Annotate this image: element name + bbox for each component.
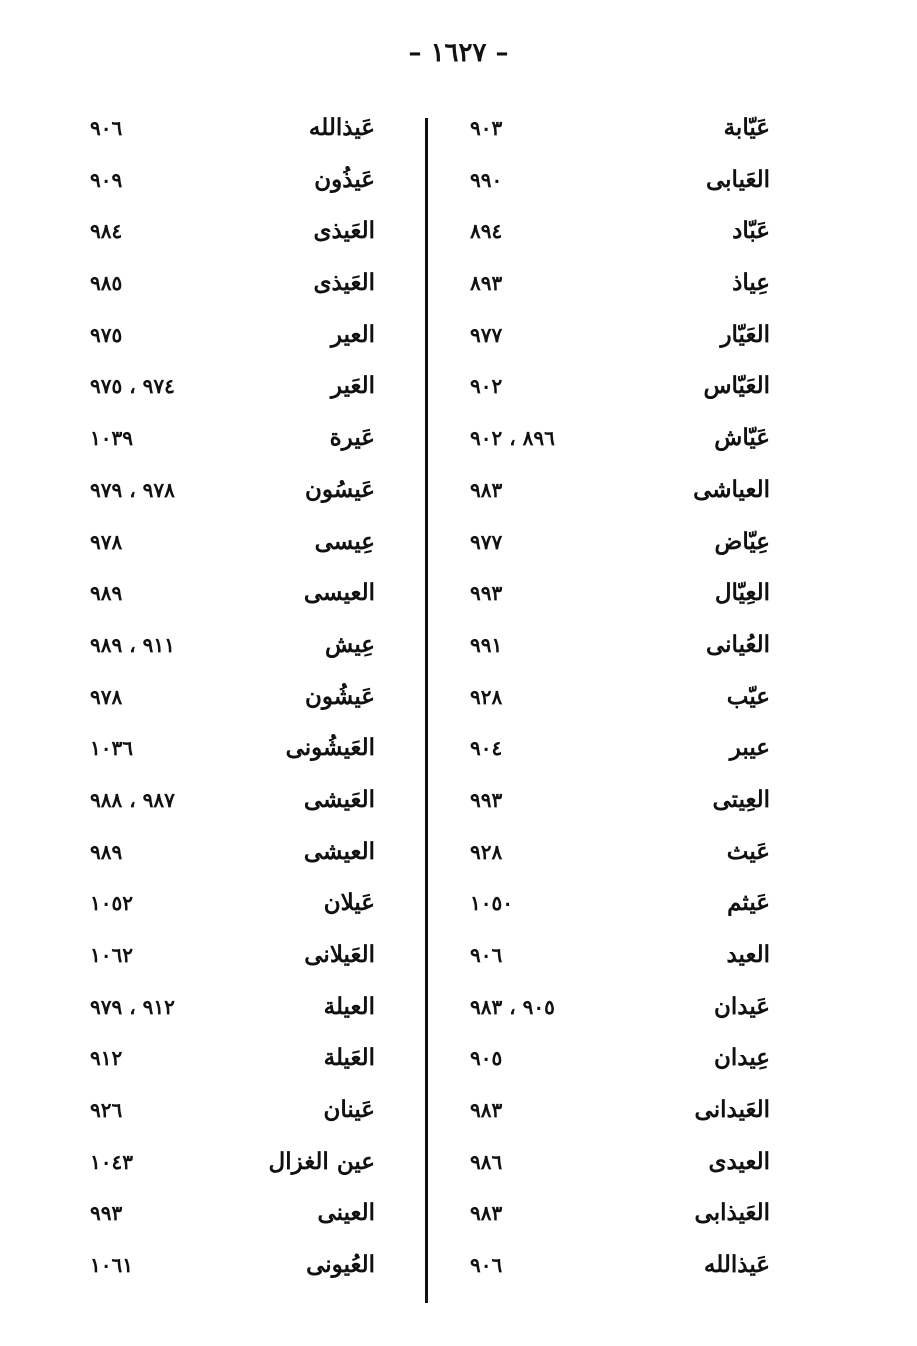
entry-pages: ٨٩٦ ، ٩٠٢ [470,426,555,451]
entry-pages: ١٠٣٩ [90,426,133,451]
entry-pages: ٩٠٦ [470,943,503,967]
entry-pages: ٩٩٣ [90,1201,123,1226]
entry-name: العَيلانى [304,941,375,968]
entry-name: عِياذ [732,269,770,297]
entry-pages: ٩٨٧ ، ٩٨٨ [90,787,175,812]
entry-name: عَينان [323,1096,375,1124]
index-entry [90,621,375,673]
entry-name: العيد [726,941,770,968]
index-entry [470,362,770,414]
entry-pages: ١٠٤٣ [90,1149,133,1174]
entry-pages: ٩٨٩ [90,581,123,606]
index-entry [90,104,375,156]
entry-pages: ٩٧٨ ، ٩٧٩ [90,477,175,502]
entry-name: عَيدان [713,992,770,1020]
entry-name: عَيرة [329,424,375,452]
entry-pages: ٩٧٧ [470,322,503,347]
entry-name: العَيدانى [694,1096,770,1124]
index-entry [90,466,375,518]
index-entry [90,879,375,931]
index-entry [470,828,770,880]
entry-pages: ٩١١ ، ٩٨٩ [90,632,175,657]
index-entry [470,1034,770,1086]
entry-pages: ٩٠٤ [470,736,503,761]
entry-pages: ٩٨٣ [470,477,503,502]
entry-name: عِيّاض [714,527,770,555]
index-entry [90,724,375,776]
entry-name: عيّب [726,682,770,710]
entry-name: العياشى [693,475,770,503]
entry-name: عَيّابة [723,114,770,141]
entry-pages: ٩٠٦ [470,1253,503,1278]
entry-pages: ٩٧٧ [470,529,503,554]
entry-name: عَيذالله [308,114,375,141]
entry-name: العَيّاس [703,372,770,400]
entry-name: عَيلان [323,889,375,917]
index-entry [90,1138,375,1190]
left-column [90,104,375,1293]
entry-name: العَيذى [313,269,375,297]
entry-pages: ١٠٣٦ [90,736,133,761]
index-entry [90,776,375,828]
entry-name: عَيث [726,837,770,865]
index-entry [90,1189,375,1241]
index-entry [470,104,770,156]
index-entry [90,1241,375,1293]
entry-name: العِيتى [712,785,770,813]
entry-name: العُيونى [306,1251,375,1279]
index-entry [90,414,375,466]
index-entry [470,673,770,725]
entry-pages: ٩٠٢ [470,374,503,399]
index-entry [470,1138,770,1190]
entry-name: العَيلة [323,1044,375,1072]
index-entry [90,569,375,621]
entry-name: العيدى [708,1147,770,1175]
entry-name: عَبّاد [732,217,770,245]
entry-pages: ٩٧٨ [90,684,123,709]
entry-name: العيلة [323,992,375,1020]
entry-name: عَيذُون [314,165,375,193]
index-entry [90,1034,375,1086]
index-entry [90,983,375,1035]
index-entry [90,931,375,983]
index-entry [90,156,375,208]
index-entry [90,518,375,570]
index-entry [90,259,375,311]
entry-pages: ١٠٦١ [90,1253,133,1278]
index-entry [470,1086,770,1138]
index-entry [470,1189,770,1241]
entry-pages: ٩٧٨ [90,529,123,554]
index-entry [470,1241,770,1293]
entry-name: العير [330,320,375,348]
column-divider [425,118,428,1303]
entry-name: العيسى [303,579,375,607]
entry-pages: ٩٧٤ ، ٩٧٥ [90,374,175,399]
index-entry [470,879,770,931]
entry-name: عَيّاش [714,424,770,452]
entry-name: عِيش [325,630,375,658]
entry-name: العَيّار [720,320,770,348]
index-entry [90,311,375,363]
entry-pages: ٩٩٠ [470,167,503,192]
entry-name: العينى [317,1199,375,1227]
entry-name: العَيشى [303,785,375,813]
index-entry [470,311,770,363]
entry-pages: ٩٩١ [470,632,503,657]
entry-name: العَيذى [313,217,375,245]
entry-pages: ٩٨٤ [90,219,123,244]
entry-name: العِيّال [714,579,770,607]
entry-pages: ٩٠٥ ، ٩٨٣ [470,994,555,1019]
entry-name: عِيسى [314,527,375,555]
entry-name: العَيشُونى [285,734,375,762]
entry-pages: ٨٩٣ [470,271,503,296]
entry-pages: ٩٢٨ [470,839,503,864]
entry-name: العُيانى [705,630,770,658]
index-entry [90,1086,375,1138]
index-entry [470,621,770,673]
entry-name: عَيشُون [305,682,375,710]
entry-pages: ١٠٥٢ [90,891,133,916]
right-column [470,104,770,1293]
entry-pages: ٩٨٣ [470,1098,503,1123]
entry-pages: ١٠٥٠ [470,891,513,916]
index-entry [470,414,770,466]
index-entry [470,259,770,311]
entry-pages: ٩٨٩ [90,839,123,864]
entry-name: عَيذالله [703,1251,770,1279]
index-entry [90,673,375,725]
index-entry [470,518,770,570]
entry-pages: ٩١٢ ، ٩٧٩ [90,994,175,1019]
entry-pages: ٩٩٣ [470,787,503,812]
index-entry [470,983,770,1035]
entry-pages: ٩٧٥ [90,322,123,347]
entry-pages: ٩٨٦ [470,1149,503,1174]
entry-pages: ٩٨٥ [90,271,123,296]
index-entry [90,207,375,259]
entry-pages: ٩٩٣ [470,581,503,606]
entry-name: عِيدان [713,1044,770,1072]
entry-name: العيشى [303,837,375,865]
index-entry [470,931,770,983]
entry-pages: ٩٠٩ [90,167,123,192]
entry-name: عَيثم [727,889,770,917]
entry-pages: ٩١٢ [90,1046,123,1071]
entry-name: عيبر [729,734,770,762]
entry-pages: ٩٨٣ [470,1201,503,1226]
entry-name: العَيابى [705,165,770,193]
index-entry [470,466,770,518]
entry-name: عين الغزال [268,1147,375,1175]
entry-name: العَيذابى [694,1199,770,1227]
entry-pages: ٩٠٣ [470,116,503,140]
index-entry [470,776,770,828]
entry-pages: ١٠٦٢ [90,943,133,967]
entry-name: العَير [330,372,375,400]
index-entry [90,828,375,880]
entry-pages: ٨٩٤ [470,219,503,244]
entry-pages: ٩٢٦ [90,1098,123,1123]
entry-pages: ٩٠٥ [470,1046,503,1071]
index-entry [90,362,375,414]
index-entry [470,724,770,776]
entry-pages: ٩٢٨ [470,684,503,709]
index-entry [470,569,770,621]
entry-name: عَيسُون [305,475,375,503]
index-entry [470,207,770,259]
index-entry [470,156,770,208]
entry-pages: ٩٠٦ [90,116,123,140]
page-number: – ١٦٢٧ – [408,38,509,68]
